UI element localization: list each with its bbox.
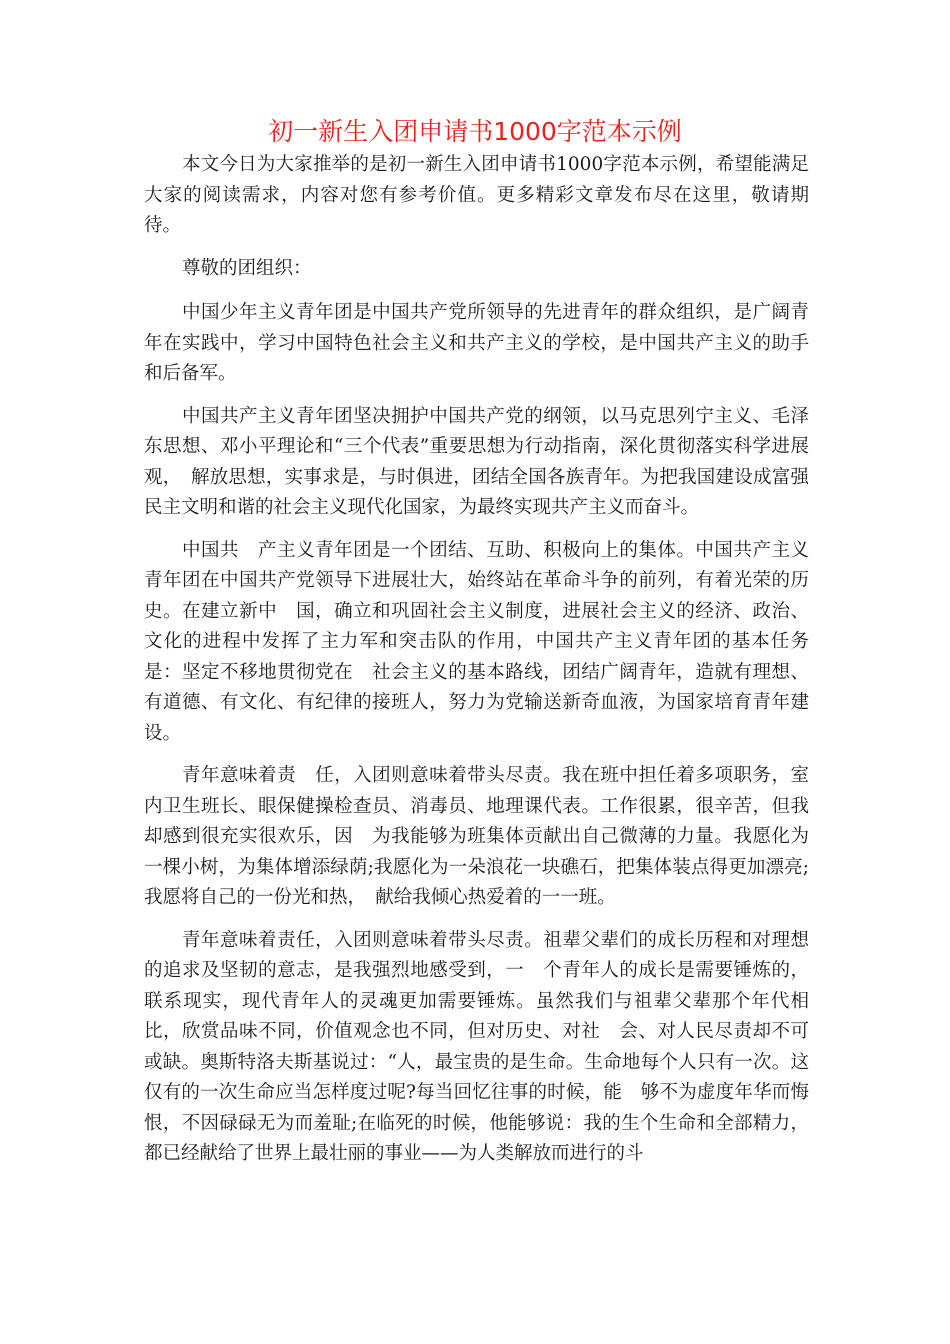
salutation: 尊敬的团组织：	[182, 257, 312, 279]
body-paragraph: 中国共 产主义青年团是一个团结、互助、积极向上的集体。中国共产主义青年团在中国共产党领导下进展壮大，始终站在革命斗争的前列，有着光荣的历史。在建立新中 国，确立和巩固社会主义制度，进展社会主义的经济、政治、文化的进程中发挥了主力军和突击队的作用，中国共产主义青年团的基本任务是：坚定不移地贯彻党在 社会主义的基本路线，团结广阔青年，造就有理想、有道德、有文化、有纪律的接班人，努力为党输送新奇血液，为国家培育青年建设。	[144, 539, 809, 744]
body-paragraph: 青年意味着责任，入团则意味着带头尽责。祖辈父辈们的成长历程和对理想的追求及坚韧的意志，是我强烈地感受到，一 个青年人的成长是需要锤炼的，联系现实，现代青年人的灵魂更加需要锤炼。虽然我们与祖辈父辈那个年代相比，欣赏品味不同，价值观念也不同，但对历史、对社 会、对人民尽责却不可或缺。奥斯特洛夫斯基说过：“人，最宝贵的是生命。生命地每个人只有一次。这仅有的一次生命应当怎样度过呢?每当回忆往事的时候，能 够不为虚度年华而悔恨，不因碌碌无为而羞耻;在临死的时候，他能够说：我的生个生命和全部精力，都已经献给了世界上最壮丽的事业——为人类解放而进行的斗	[144, 929, 809, 1164]
body-paragraph: 青年意味着责 任，入团则意味着带头尽责。我在班中担任着多项职务，室内卫生班长、眼保健操检查员、消毒员、地理课代表。工作很累，很辛苦，但我却感到很充实很欢乐，因 为我能够为班集体贡献出自己微薄的力量。我愿化为一棵小树，为集体增添绿荫;我愿化为一朵浪花一块礁石，把集体装点得更加漂亮;我愿将自己的一份光和热， 献给我倾心热爱着的一一班。	[144, 765, 809, 908]
body-paragraph: 中国共产主义青年团坚决拥护中国共产党的纲领，以马克思列宁主义、毛泽东思想、邓小平理论和“三个代表”重要思想为行动指南，深化贯彻落实科学进展观， 解放思想，实事求是，与时俱进，团结全国各族青年。为把我国建设成富强民主文明和谐的社会主义现代化国家，为最终实现共产主义而奋斗。	[144, 405, 809, 518]
document-body	[144, 150, 809, 1182]
document-title: 初一新生入团申请书1000字范本示例	[268, 117, 682, 146]
intro-paragraph: 本文今日为大家推举的是初一新生入团申请书1000字范本示例，希望能满足大家的阅读需求，内容对您有参考价值。更多精彩文章发布尽在这里，敬请期待。	[144, 154, 809, 236]
body-paragraph: 中国少年主义青年团是中国共产党所领导的先进青年的群众组织，是广阔青年在实践中，学习中国特色社会主义和共产主义的学校，是中国共产主义的助手和后备军。	[144, 302, 809, 384]
